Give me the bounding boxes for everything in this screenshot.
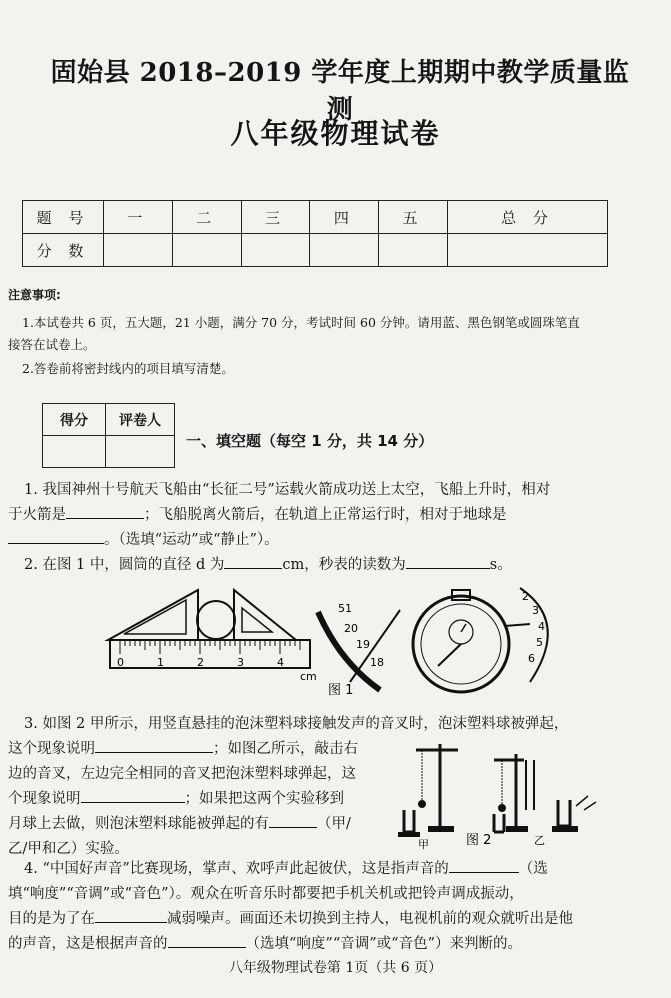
q3-line-1: 3. 如图 2 甲所示，用竖直悬挂的泡沫塑料球接触发声的音叉时，泡沫塑料球被弹起， — [24, 716, 569, 732]
score-row-label: 分 数 — [23, 234, 104, 267]
small-dial-label-3: 3 — [532, 604, 539, 617]
page-footer: 八年级物理试卷第 1页（共 6 页） — [228, 960, 443, 976]
figure-2 — [398, 740, 668, 850]
q4-text-b: （选 — [518, 861, 548, 877]
grader-name-label: 评卷人 — [106, 404, 175, 436]
q2-text-b: cm，秒表的读数为 — [282, 557, 406, 573]
ruler-label-1: 1 — [157, 656, 164, 669]
q4-blank-3[interactable] — [168, 933, 246, 948]
q3-text-f: （甲/ — [317, 816, 351, 832]
notes-heading: 注意事项: — [8, 288, 61, 302]
tuning-fork-a — [404, 810, 414, 832]
q4-text-f: （选填“响度”“音调”或“音色”）来判断的。 — [245, 936, 522, 952]
q2-line — [24, 553, 664, 578]
q2-blank-stopwatch[interactable] — [406, 554, 490, 569]
score-input-4[interactable] — [310, 234, 379, 267]
score-cell-total: 总 分 — [448, 201, 608, 234]
exam-header-title: 固始县 2018–2019 学年度上期期中教学质量监测 — [50, 58, 630, 125]
q3-blank-2[interactable] — [81, 788, 185, 803]
q1-blank-1[interactable] — [66, 504, 144, 519]
dial-label-20: 20 — [344, 622, 358, 635]
q3-text-b: ；如图乙所示，敲击右 — [213, 741, 358, 757]
q3-text-d: ；如果把这两个实验移到 — [184, 791, 344, 807]
ruler-unit: cm — [300, 670, 317, 683]
foam-ball-b — [498, 804, 506, 812]
q4-text-d: 减弱噪声。画面还未切换到主持人，电视机前的观众就听出是他 — [167, 911, 573, 927]
figure-1 — [100, 582, 580, 702]
grader-name-input[interactable] — [106, 436, 175, 468]
note-item-1-line-1: 1.本试卷共 6 页，五大题，21 小题，满分 70 分，考试时间 60 分钟。请用蓝、黑色钢笔或圆珠笔直 — [22, 315, 580, 330]
q3-line-4 — [8, 787, 398, 812]
score-cell-label: 题 号 — [23, 201, 104, 234]
q4-blank-1[interactable] — [449, 858, 519, 873]
q3-line-2 — [8, 737, 398, 762]
q1-line-2 — [8, 503, 658, 528]
q3-text-c: 个现象说明 — [8, 791, 81, 807]
ruler-label-3: 3 — [237, 656, 244, 669]
q4-text-c: 目的是为了在 — [8, 911, 95, 927]
q2-blank-diameter[interactable] — [224, 554, 282, 569]
grader-box — [42, 403, 175, 468]
q1-text-c: 。（选填“运动”或“静止”）。 — [104, 532, 279, 548]
score-input-2[interactable] — [172, 234, 241, 267]
q1-text-b: ；飞船脱离火箭后，在轨道上正常运行时，相对于地球是 — [144, 507, 507, 523]
q1-blank-2[interactable] — [8, 529, 104, 544]
q1-line-1: 1. 我国神州十号航天飞船由“长征二号”运载火箭成功送上太空，飞船上升时，相对 — [24, 482, 551, 498]
score-table-header-row — [23, 201, 608, 234]
exam-subtitle: 八年级物理试卷 — [230, 117, 441, 150]
set-square-left — [108, 590, 198, 640]
q3-line-6: 乙/甲和乙）实验。 — [8, 841, 129, 857]
small-dial-label-6: 6 — [528, 652, 535, 665]
note-item-2: 2.答卷前将密封线内的项目填写清楚。 — [22, 361, 234, 376]
q1-text-a: 于火箭是 — [8, 507, 66, 523]
grader-score-input[interactable] — [43, 436, 106, 468]
q4-line-3 — [8, 907, 658, 932]
q3-line-3: 边的音叉，左边完全相同的音叉把泡沫塑料球弹起，这 — [8, 766, 356, 782]
score-input-total[interactable] — [448, 234, 608, 267]
q4-line-1 — [24, 857, 664, 882]
score-cell-3: 三 — [241, 201, 310, 234]
ruler-tick-marks — [120, 640, 300, 654]
q3-text-a: 这个现象说明 — [8, 741, 95, 757]
figure-2-caption: 图 2 — [466, 833, 492, 848]
q4-line-2: 填“响度”“音调”或“音色”）。观众在听音乐时都要把手机关机或把铃声调成振动， — [8, 886, 524, 902]
dial-label-19: 19 — [356, 638, 370, 651]
score-table — [22, 200, 608, 267]
tuning-fork-b-right — [558, 800, 570, 826]
score-input-1[interactable] — [104, 234, 173, 267]
figure-2-label-b: 乙 — [534, 834, 545, 847]
score-cell-4: 四 — [310, 201, 379, 234]
q2-text-c: s。 — [489, 557, 512, 573]
score-cell-2: 二 — [172, 201, 241, 234]
score-input-5[interactable] — [379, 234, 448, 267]
q4-blank-2[interactable] — [95, 908, 167, 923]
q4-text-a: 4. “中国好声音”比赛现场，掌声、欢呼声此起彼伏，这是指声音的 — [24, 861, 449, 877]
q1-line-3 — [8, 528, 658, 553]
note-item-1-line-2: 接答在试卷上。 — [8, 337, 96, 352]
foam-ball-a — [418, 800, 426, 808]
tuning-fork-b-left — [494, 814, 504, 832]
score-input-3[interactable] — [241, 234, 310, 267]
grader-score-label: 得分 — [43, 404, 106, 436]
ruler-label-4: 4 — [277, 656, 284, 669]
score-cell-1: 一 — [104, 201, 173, 234]
small-dial-label-2: 2 — [522, 590, 529, 603]
dial-label-18: 18 — [370, 656, 384, 669]
figure-1-caption: 图 1 — [328, 683, 354, 698]
score-cell-5: 五 — [379, 201, 448, 234]
ruler-label-0: 0 — [117, 656, 124, 669]
q3-blank-3[interactable] — [269, 813, 317, 828]
score-table-score-row — [23, 234, 608, 267]
dial-label-51: 51 — [338, 602, 352, 615]
stopwatch-hand — [438, 644, 461, 666]
small-dial-label-4: 4 — [538, 620, 545, 633]
q4-line-4 — [8, 932, 658, 957]
ruler-label-2: 2 — [197, 656, 204, 669]
small-dial-label-5: 5 — [536, 636, 543, 649]
q2-text-a: 2. 在图 1 中，圆筒的直径 d 为 — [24, 557, 225, 573]
q3-line-5 — [8, 812, 398, 837]
mallet — [576, 796, 596, 810]
section-1-title: 一、填空题（每空 1 分，共 14 分） — [186, 432, 434, 450]
q3-text-e: 月球上去做，则泡沫塑料球能被弹起的有 — [8, 816, 269, 832]
q4-text-e: 的声音，这是根据声音的 — [8, 936, 168, 952]
q3-blank-1[interactable] — [95, 738, 213, 753]
cylinder-circle — [197, 601, 235, 639]
figure-2-label-a: 甲 — [418, 838, 429, 850]
